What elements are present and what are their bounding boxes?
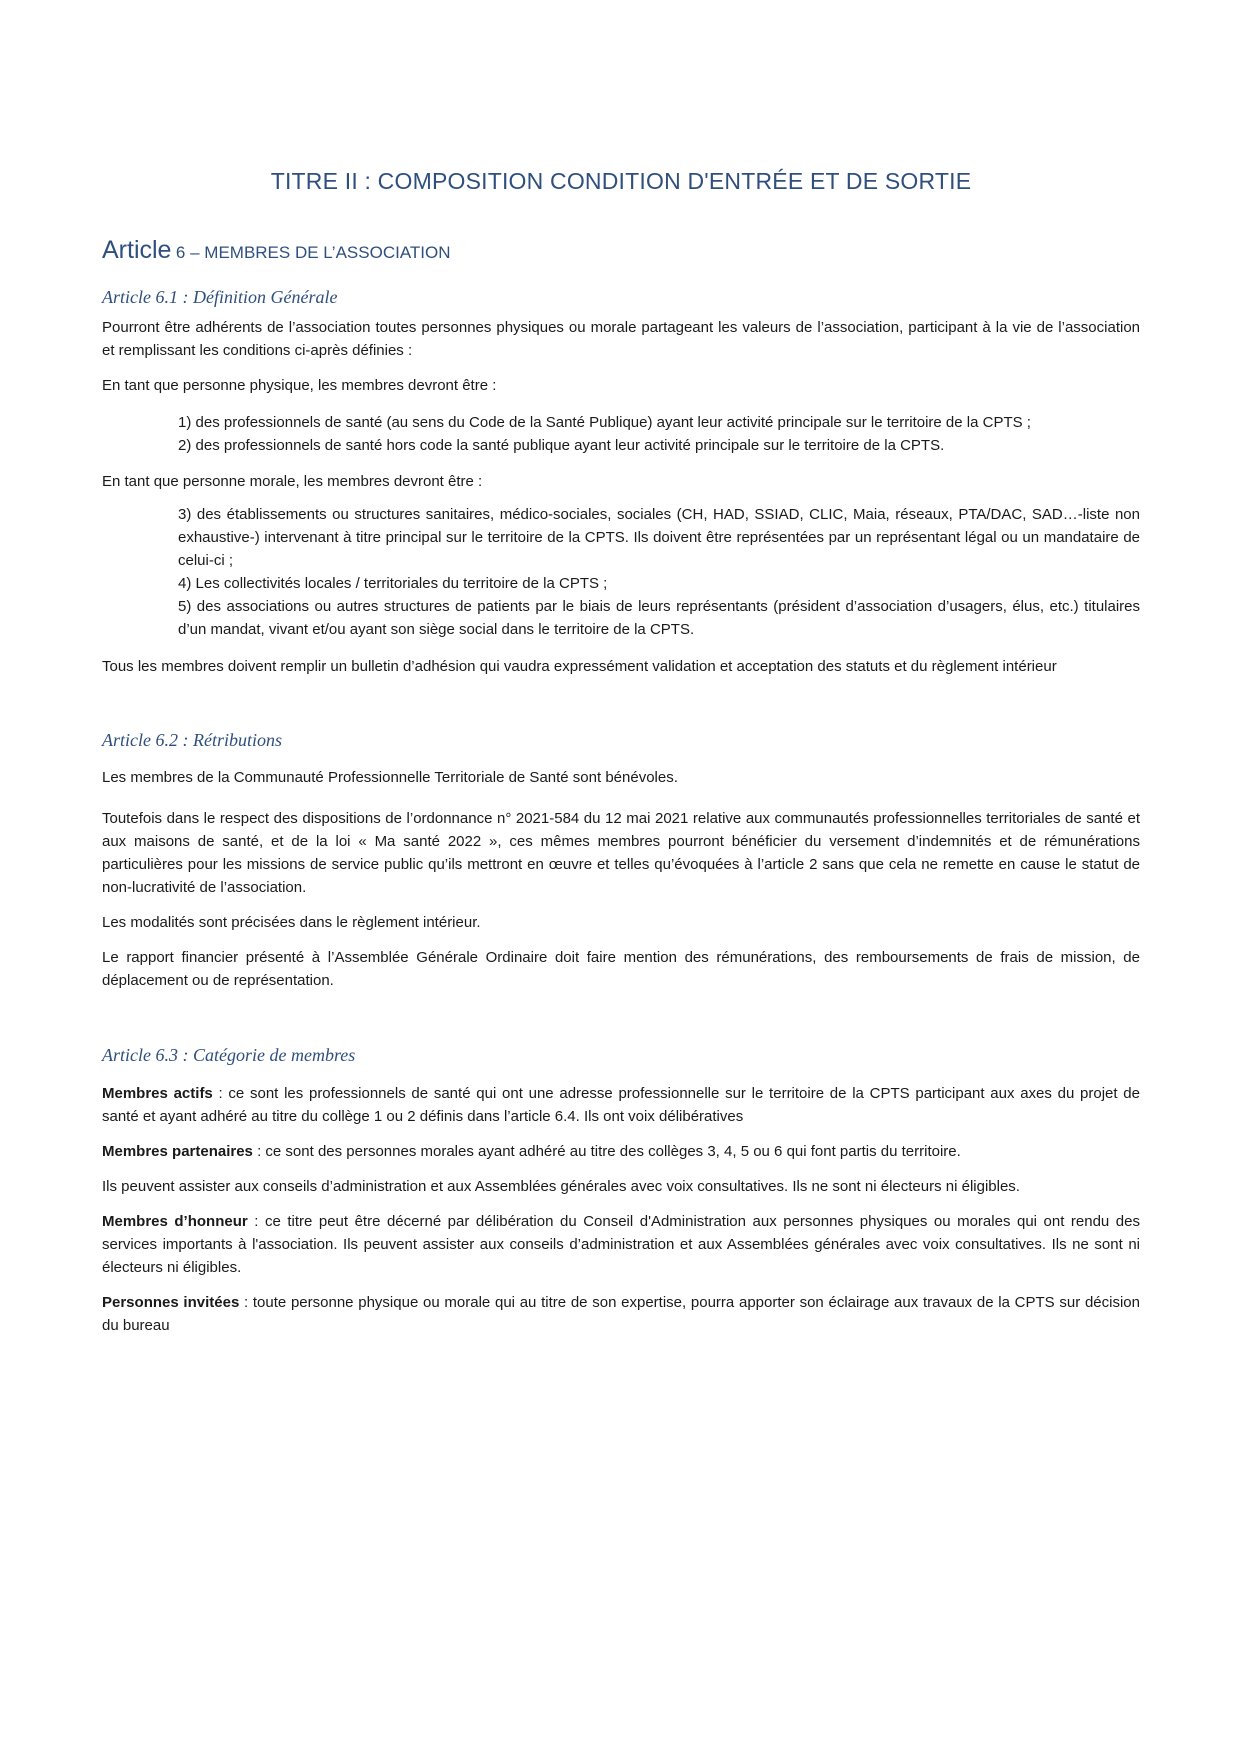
paragraph: Ils peuvent assister aux conseils d’administration et aux Assemblées générales avec voix consultatives. Ils ne sont ni électeurs ni éligibles.: [102, 1178, 1020, 1195]
section-6-2-body: [102, 766, 1140, 1004]
list-item: 5) des associations ou autres structures de patients par le biais de leurs représentants (président d’association d’usagers, élus, etc.) titulaires d’un mandat, vivant et/ou ayant son siège social dans le territoire de la CPTS.: [178, 598, 1140, 638]
list-item: 4) Les collectivités locales / territoriales du territoire de la CPTS ;: [178, 575, 608, 592]
section-heading-6-1: Article 6.1 : Définition Générale: [102, 287, 338, 307]
paragraph: En tant que personne physique, les membres devront être :: [102, 377, 497, 394]
paragraph: En tant que personne morale, les membres devront être :: [102, 473, 483, 490]
paragraph-membres-partenaires: [102, 1140, 1140, 1163]
section-6-1-intro: [102, 316, 1140, 409]
text-membres-actifs: : ce sont les professionnels de santé qui ont une adresse professionnelle sur le territoire de la CPTS participant aux axes du projet de santé et ayant adhéré au titre du collège 1 ou 2 définis dans l’article 6.4. Ils ont voix délibératives: [102, 1085, 1140, 1125]
article-title: 6 – MEMBRES DE L’ASSOCIATION: [175, 243, 451, 262]
paragraph-membres-honneur: [102, 1210, 1140, 1279]
section-heading-6-3: Article 6.3 : Catégorie de membres: [102, 1045, 356, 1065]
paragraph: Les modalités sont précisées dans le règlement intérieur.: [102, 914, 481, 931]
article-heading: [102, 236, 451, 265]
morale-intro-block: [102, 470, 1140, 505]
list-item: 3) des établissements ou structures sanitaires, médico-sociales, sociales (CH, HAD, SSIAD, CLIC, Maia, réseaux, PTA/DAC, SAD…-liste non exhaustive-) intervenant à titre principal sur le territoire de la CPTS. Ils doivent être représentées par un représentant légal ou un mandataire de celui-ci ;: [178, 506, 1140, 569]
article-prefix: Article: [102, 236, 172, 264]
paragraph-personnes-invitees: [102, 1291, 1140, 1337]
paragraph: Toutefois dans le respect des dispositions de l’ordonnance n° 2021-584 du 12 mai 2021 relative aux communautés professionnelles territoriales de santé et aux maisons de santé, et de la loi « Ma santé 2022 », ces mêmes membres pourront bénéficier du versement d’indemnités et de rémunérations particulières pour les missions de service public qu’ils mettront en œuvre et telles qu’évoquées à l’article 2 sans que cela ne remette en cause le statut de non-lucrativité de l’association.: [102, 810, 1140, 896]
section-6-3-body: [102, 1082, 1140, 1349]
paragraph-membres-actifs: [102, 1082, 1140, 1128]
list-item: 2) des professionnels de santé hors code la santé publique ayant leur activité principale sur le territoire de la CPTS.: [178, 437, 945, 454]
physique-list: [178, 411, 1140, 457]
text-membres-partenaires: : ce sont des personnes morales ayant adhéré au titre des collèges 3, 4, 5 ou 6 qui font partis du territoire.: [252, 1143, 961, 1160]
label-membres-honneur: Membres d’honneur: [102, 1213, 248, 1230]
text-membres-honneur: : ce titre peut être décerné par délibération du Conseil d'Administration aux personnes physiques ou morales qui ont rendu des services importants à l'association. Ils peuvent assister aux conseils d’administration et aux Assemblées générales avec voix consultatives. Ils ne sont ni électeurs ni éligibles.: [102, 1213, 1140, 1276]
section-6-1-closing: [102, 655, 1140, 690]
text-personnes-invitees: : toute personne physique ou morale qui au titre de son expertise, pourra apporter son éclairage aux travaux de la CPTS sur décision du bureau: [102, 1294, 1140, 1334]
paragraph: Tous les membres doivent remplir un bulletin d’adhésion qui vaudra expressément validation et acceptation des statuts et du règlement intérieur: [102, 658, 1057, 675]
section-heading-6-2: Article 6.2 : Rétributions: [102, 730, 282, 750]
label-personnes-invitees: Personnes invitées: [102, 1294, 240, 1311]
paragraph: Le rapport financier présenté à l’Assemblée Générale Ordinaire doit faire mention des rémunérations, des remboursements de frais de mission, de déplacement ou de représentation.: [102, 949, 1140, 989]
paragraph: Pourront être adhérents de l’association toutes personnes physiques ou morale partageant les valeurs de l’association, participant à la vie de l’association et remplissant les conditions ci-après définies :: [102, 319, 1140, 359]
list-item: 1) des professionnels de santé (au sens du Code de la Santé Publique) ayant leur activité principale sur le territoire de la CPTS ;: [178, 414, 1031, 431]
label-membres-partenaires: Membres partenaires: [102, 1143, 253, 1160]
morale-list: [178, 503, 1140, 641]
document-title: TITRE II : COMPOSITION CONDITION D'ENTRÉE ET DE SORTIE: [270, 168, 972, 194]
paragraph: Les membres de la Communauté Professionnelle Territoriale de Santé sont bénévoles.: [102, 769, 678, 786]
label-membres-actifs: Membres actifs: [102, 1085, 213, 1102]
